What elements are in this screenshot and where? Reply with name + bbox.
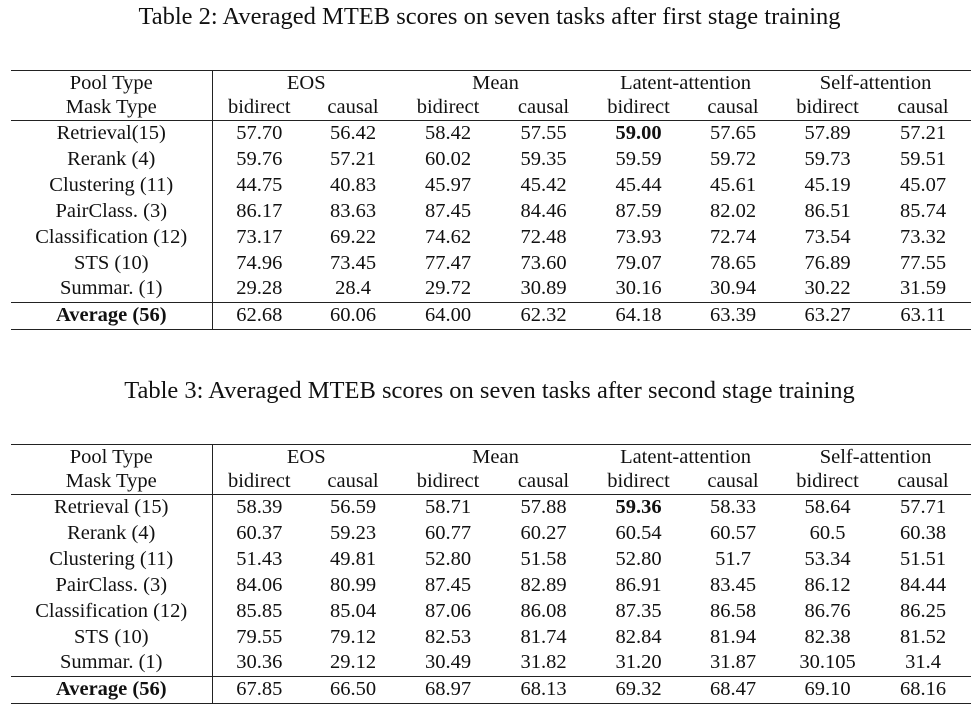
task-label: STS (10) [11, 251, 212, 277]
score-cell: 59.00 [615, 122, 662, 144]
average-score-cell: 68.47 [686, 677, 780, 704]
table-row [11, 121, 971, 147]
average-row [11, 303, 971, 330]
score-cell: 77.55 [899, 251, 947, 274]
mask-type-header: causal [496, 469, 591, 495]
score-cell: 73.54 [804, 225, 851, 248]
score-cell: 57.88 [520, 496, 567, 518]
score-cell: 82.38 [804, 625, 851, 648]
score-cell: 45.44 [615, 173, 662, 196]
score-cell: 30.36 [236, 651, 283, 674]
score-cell: 87.59 [615, 199, 662, 222]
score-cell: 57.21 [329, 147, 377, 170]
score-cell: 86.08 [520, 599, 567, 622]
score-cell: 29.28 [236, 277, 283, 300]
mask-type-header: bidirect [400, 469, 496, 495]
mask-type-header: causal [686, 95, 780, 121]
table-row [11, 173, 971, 199]
score-cell: 51.58 [520, 547, 567, 570]
score-cell: 85.74 [899, 199, 947, 222]
mask-type-label: Mask Type [11, 469, 212, 495]
average-label: Average (56) [11, 303, 212, 330]
score-cell: 30.94 [709, 277, 757, 300]
mask-type-header: bidirect [212, 469, 306, 495]
score-cell: 31.82 [520, 651, 567, 674]
task-label: Rerank (4) [11, 147, 212, 173]
score-cell: 73.32 [899, 225, 947, 248]
score-cell: 73.93 [615, 225, 662, 248]
score-cell: 79.55 [236, 625, 283, 648]
pool-type-header: Latent-attention [591, 71, 780, 96]
pool-type-header: Mean [400, 445, 591, 470]
mask-type-header: bidirect [591, 469, 686, 495]
task-label: Clustering (11) [11, 547, 212, 573]
score-cell: 83.45 [709, 573, 757, 596]
score-cell: 31.20 [615, 651, 662, 674]
table-row [11, 251, 971, 277]
pool-type-label: Pool Type [11, 445, 212, 470]
score-cell: 52.80 [615, 547, 662, 570]
score-cell: 29.12 [329, 651, 377, 674]
score-cell: 51.51 [899, 547, 947, 570]
score-cell: 81.52 [899, 625, 947, 648]
score-cell: 60.77 [424, 521, 472, 544]
score-cell: 58.39 [236, 496, 283, 518]
score-cell: 31.4 [905, 651, 941, 674]
pool-type-header: Self-attention [780, 71, 971, 96]
score-cell: 45.42 [520, 173, 567, 196]
score-cell: 56.42 [329, 122, 377, 144]
average-score-cell: 67.85 [212, 677, 306, 704]
average-score-cell: 68.97 [400, 677, 496, 704]
score-cell: 72.74 [709, 225, 757, 248]
task-label: Retrieval (15) [11, 495, 212, 521]
score-cell: 87.45 [424, 573, 472, 596]
score-cell: 60.27 [520, 521, 567, 544]
score-cell: 74.62 [424, 225, 472, 248]
score-cell: 40.83 [329, 173, 377, 196]
mask-type-header: causal [306, 469, 400, 495]
score-cell: 59.36 [615, 496, 662, 518]
header-row-mask-type [11, 95, 971, 121]
score-cell: 77.47 [424, 251, 472, 274]
mask-type-header: bidirect [780, 95, 875, 121]
mask-type-label: Mask Type [11, 95, 212, 121]
header-row-mask-type [11, 469, 971, 495]
table-row [11, 147, 971, 173]
score-cell: 60.02 [424, 147, 472, 170]
score-cell: 87.06 [424, 599, 472, 622]
score-cell: 59.35 [520, 147, 567, 170]
score-cell: 58.42 [424, 122, 472, 144]
pool-type-header: EOS [212, 71, 400, 96]
score-cell: 57.89 [804, 122, 851, 144]
score-cell: 72.48 [520, 225, 567, 248]
pool-type-header: Self-attention [780, 445, 971, 470]
score-cell: 60.57 [709, 521, 757, 544]
table-row [11, 521, 971, 547]
score-cell: 52.80 [424, 547, 472, 570]
score-cell: 30.105 [799, 651, 856, 674]
score-cell: 57.21 [899, 122, 947, 144]
score-cell: 82.89 [520, 573, 567, 596]
table-row [11, 650, 971, 676]
score-cell: 60.54 [615, 521, 662, 544]
task-label: Rerank (4) [11, 521, 212, 547]
score-cell: 86.58 [709, 599, 757, 622]
average-score-cell: 64.00 [400, 303, 496, 330]
average-score-cell: 63.27 [780, 303, 875, 330]
score-cell: 49.81 [329, 547, 377, 570]
score-cell: 78.65 [709, 251, 757, 274]
table-row [11, 573, 971, 599]
score-cell: 30.49 [424, 651, 472, 674]
mask-type-header: causal [686, 469, 780, 495]
average-score-cell: 60.06 [306, 303, 400, 330]
score-cell: 86.76 [804, 599, 851, 622]
average-label: Average (56) [11, 677, 212, 704]
mask-type-header: bidirect [400, 95, 496, 121]
score-cell: 30.22 [804, 277, 851, 300]
score-cell: 45.19 [804, 173, 851, 196]
table-row [11, 495, 971, 521]
score-cell: 44.75 [236, 173, 283, 196]
score-cell: 58.71 [424, 496, 472, 518]
task-label: Retrieval(15) [11, 121, 212, 147]
score-cell: 59.59 [615, 147, 662, 170]
table-row [11, 225, 971, 251]
score-cell: 84.44 [899, 573, 947, 596]
score-cell: 73.60 [520, 251, 567, 274]
mask-type-header: causal [496, 95, 591, 121]
score-cell: 28.4 [335, 277, 371, 300]
table-row [11, 547, 971, 573]
average-score-cell: 69.32 [591, 677, 686, 704]
score-cell: 84.06 [236, 573, 283, 596]
score-cell: 60.38 [899, 521, 947, 544]
score-cell: 85.04 [329, 599, 377, 622]
score-cell: 59.76 [236, 147, 283, 170]
score-cell: 45.97 [424, 173, 472, 196]
score-cell: 59.51 [899, 147, 947, 170]
score-cell: 45.61 [709, 173, 757, 196]
average-score-cell: 68.13 [496, 677, 591, 704]
score-cell: 86.91 [615, 573, 662, 596]
table-row [11, 199, 971, 225]
score-cell: 84.46 [520, 199, 567, 222]
average-score-cell: 66.50 [306, 677, 400, 704]
average-score-cell: 68.16 [875, 677, 971, 704]
score-cell: 86.12 [804, 573, 851, 596]
score-cell: 60.5 [809, 521, 846, 544]
score-cell: 59.73 [804, 147, 851, 170]
task-label: Clustering (11) [11, 173, 212, 199]
mask-type-header: bidirect [780, 469, 875, 495]
score-cell: 31.87 [709, 651, 757, 674]
table-row [11, 599, 971, 625]
score-cell: 29.72 [424, 277, 472, 300]
average-score-cell: 64.18 [591, 303, 686, 330]
score-cell: 79.12 [329, 625, 377, 648]
score-cell: 81.74 [520, 625, 567, 648]
average-score-cell: 63.39 [686, 303, 780, 330]
score-cell: 86.25 [899, 599, 947, 622]
score-cell: 57.70 [236, 122, 283, 144]
score-cell: 73.17 [236, 225, 283, 248]
score-cell: 53.34 [804, 547, 851, 570]
average-score-cell: 62.32 [496, 303, 591, 330]
mask-type-header: bidirect [591, 95, 686, 121]
score-cell: 58.64 [804, 496, 851, 518]
score-cell: 51.7 [715, 547, 751, 570]
table-row [11, 625, 971, 651]
header-row-pool-type [11, 71, 971, 96]
table-3 [11, 444, 971, 704]
score-cell: 56.59 [329, 496, 377, 518]
score-cell: 74.96 [236, 251, 283, 274]
table-2-caption: Table 2: Averaged MTEB scores on seven tasks after first stage training [138, 3, 841, 30]
average-row [11, 677, 971, 704]
score-cell: 83.63 [329, 199, 377, 222]
score-cell: 30.89 [520, 277, 567, 300]
score-cell: 81.94 [709, 625, 757, 648]
score-cell: 58.33 [709, 496, 757, 518]
mask-type-header: causal [875, 469, 971, 495]
pool-type-header: Latent-attention [591, 445, 780, 470]
mask-type-header: causal [875, 95, 971, 121]
task-label: Summar. (1) [11, 650, 212, 676]
score-cell: 51.43 [236, 547, 283, 570]
score-cell: 87.45 [424, 199, 472, 222]
task-label: Classification (12) [11, 225, 212, 251]
table-row [11, 276, 971, 302]
score-cell: 59.72 [709, 147, 757, 170]
score-cell: 87.35 [615, 599, 662, 622]
score-cell: 79.07 [615, 251, 662, 274]
task-label: Classification (12) [11, 599, 212, 625]
score-cell: 86.51 [804, 199, 851, 222]
score-cell: 57.55 [520, 122, 567, 144]
score-cell: 60.37 [236, 521, 283, 544]
task-label: PairClass. (3) [11, 573, 212, 599]
score-cell: 85.85 [236, 599, 283, 622]
average-score-cell: 63.11 [875, 303, 971, 330]
score-cell: 69.22 [329, 225, 377, 248]
score-cell: 73.45 [329, 251, 377, 274]
table-3-caption: Table 3: Averaged MTEB scores on seven tasks after second stage training [124, 377, 855, 404]
score-cell: 76.89 [804, 251, 851, 274]
pool-type-label: Pool Type [11, 71, 212, 96]
score-cell: 80.99 [329, 573, 377, 596]
task-label: STS (10) [11, 625, 212, 651]
mask-type-header: bidirect [212, 95, 306, 121]
table-2 [11, 70, 971, 330]
score-cell: 59.23 [329, 521, 377, 544]
score-cell: 30.16 [615, 277, 662, 300]
header-row-pool-type [11, 445, 971, 470]
score-cell: 82.84 [615, 625, 662, 648]
mask-type-header: causal [306, 95, 400, 121]
score-cell: 82.02 [709, 199, 757, 222]
task-label: PairClass. (3) [11, 199, 212, 225]
pool-type-header: Mean [400, 71, 591, 96]
score-cell: 31.59 [899, 277, 947, 300]
score-cell: 82.53 [424, 625, 472, 648]
score-cell: 57.65 [709, 122, 757, 144]
average-score-cell: 62.68 [212, 303, 306, 330]
pool-type-header: EOS [212, 445, 400, 470]
score-cell: 45.07 [899, 173, 947, 196]
score-cell: 57.71 [899, 496, 947, 518]
score-cell: 86.17 [236, 199, 283, 222]
task-label: Summar. (1) [11, 276, 212, 302]
average-score-cell: 69.10 [780, 677, 875, 704]
